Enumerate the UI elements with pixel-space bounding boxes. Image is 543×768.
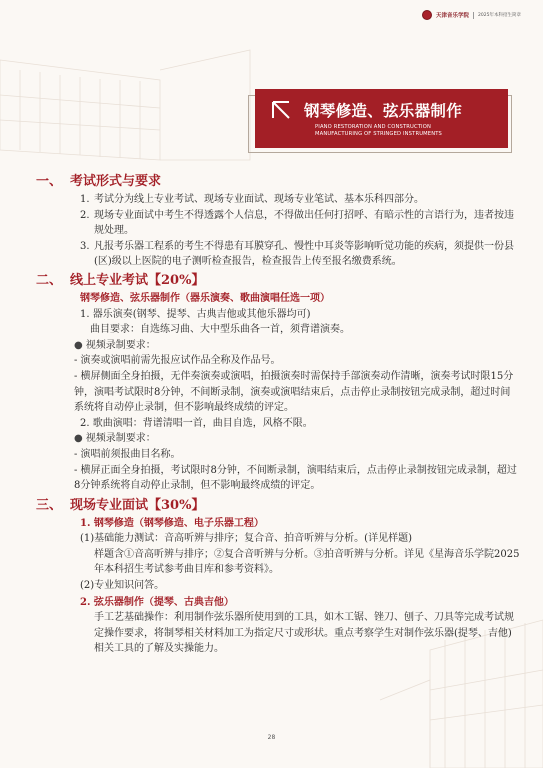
title-banner xyxy=(255,89,508,148)
text-block: - 横屏正面全身拍摄，考试限时8分钟，不间断录制，演唱结束后，点击停止录制按钮完成录制，超过8分钟系统将自动停止录制，但不影响最终成绩的评定。 xyxy=(74,464,517,492)
text-block: - 横屏侧面全身拍摄，无伴奏演奏或演唱，拍摄演奏时需保持手部演奏动作清晰，演奏考试时限15分钟，演唱考试限时8分钟，不间断录制，演奏或演唱结束后，点击停止录制按钮完成录制，超过时间系统将自动停止录制，但不影响最终成绩的评定。 xyxy=(74,370,514,414)
bullet-line xyxy=(60,431,520,447)
header-subtitle: 2025年本科招生简章 xyxy=(478,13,521,18)
school-seal-icon xyxy=(422,10,432,20)
subsection-heading: 1. 钢琴修造（钢琴修造、电子乐器工程） xyxy=(80,517,264,529)
bullet-icon: ● xyxy=(74,433,83,445)
banner-english-line: MANUFACTURING OF STRINGED INSTRUMENTS xyxy=(315,131,442,137)
text-line: 曲目要求：自选练习曲、大中型乐曲各一首，须背谱演奏。 xyxy=(90,324,350,336)
text-block: 手工艺基础操作：利用制作弦乐器所使用到的工具，如木工锯、锉刀、刨子、刀具等完成考试规定操作要求，将制琴相关材料加工为指定尺寸或形状。重点考察学生对制作弦乐器(提琴、吉他)相关工具的了解及实操能力。 xyxy=(94,612,514,655)
bullet-line xyxy=(60,338,520,354)
section-heading xyxy=(36,172,520,192)
section-number: 三、 xyxy=(36,497,63,513)
item-number: 1. xyxy=(80,194,90,205)
text-line: 2. 歌曲演唱：背谱清唱一首，曲目自选，风格不限。 xyxy=(80,417,313,429)
subsection-heading: 钢琴修造、弦乐器制作（器乐演奏、歌曲演唱任选一项） xyxy=(80,292,330,304)
list-item xyxy=(60,208,520,239)
item-text: 凡报考乐器工程系的考生不得患有耳膜穿孔、慢性中耳炎等影响听觉功能的疾病，须提供一份县(区)级以上医院的电子测听检查报告，检查报告上传至报名缴费系统。 xyxy=(94,240,514,268)
text-block: 样题含①音高听辨与排序；②复合音听辨与分析。③拍音听辨与分析。详见《星海音乐学院2025年本科招生考试参考曲目库和参考资料》。 xyxy=(94,548,520,576)
text-line: (1)基础能力测试：音高听辨与排序；复合音、拍音听辨与分析。(详见样题) xyxy=(80,533,412,545)
text-line: 1. 器乐演奏(钢琴、提琴、古典吉他或其他乐器均可) xyxy=(80,308,311,320)
text-line: - 演唱前须报曲目名称。 xyxy=(74,448,181,460)
section-title: 现场专业面试【30%】 xyxy=(70,497,205,513)
section-heading xyxy=(36,271,520,291)
page-content xyxy=(36,172,520,657)
bullet-text: 视频录制要求： xyxy=(85,433,156,445)
subsection-heading: 2. 弦乐器制作（提琴、古典吉他） xyxy=(80,596,234,608)
bullet-icon: ● xyxy=(74,339,83,351)
banner-english xyxy=(315,124,442,138)
school-name: 天津音乐学院 xyxy=(436,13,470,19)
item-text: 考试分为线上专业考试、现场专业面试、现场专业笔试、基本乐科四部分。 xyxy=(94,194,424,205)
page-number: 28 xyxy=(267,734,276,741)
bullet-text: 视频录制要求： xyxy=(85,339,156,351)
header-divider xyxy=(473,12,474,19)
banner-english-line: PIANO RESTORATION AND CONSTRUCTION xyxy=(315,124,432,130)
item-text: 现场专业面试中考生不得透露个人信息，不得做出任何打招呼、有暗示性的言语行为，违者按违规处理。 xyxy=(94,209,514,237)
section-number: 一、 xyxy=(36,174,63,189)
header-logo xyxy=(422,8,521,22)
arrow-up-left-icon xyxy=(270,99,292,121)
banner-title: 钢琴修造、弦乐器制作 xyxy=(304,102,463,120)
text-line: (2)专业知识问答。 xyxy=(80,580,165,592)
item-number: 3. xyxy=(80,240,90,252)
section-heading xyxy=(36,496,520,516)
section-title: 考试形式与要求 xyxy=(70,174,162,189)
list-item xyxy=(60,192,520,208)
item-number: 2. xyxy=(80,209,90,221)
list-item xyxy=(60,239,520,270)
text-line: - 演奏或演唱前需先报应试作品全称及作品号。 xyxy=(74,355,281,367)
section-number: 二、 xyxy=(36,272,63,288)
section-title: 线上专业考试【20%】 xyxy=(70,272,205,288)
